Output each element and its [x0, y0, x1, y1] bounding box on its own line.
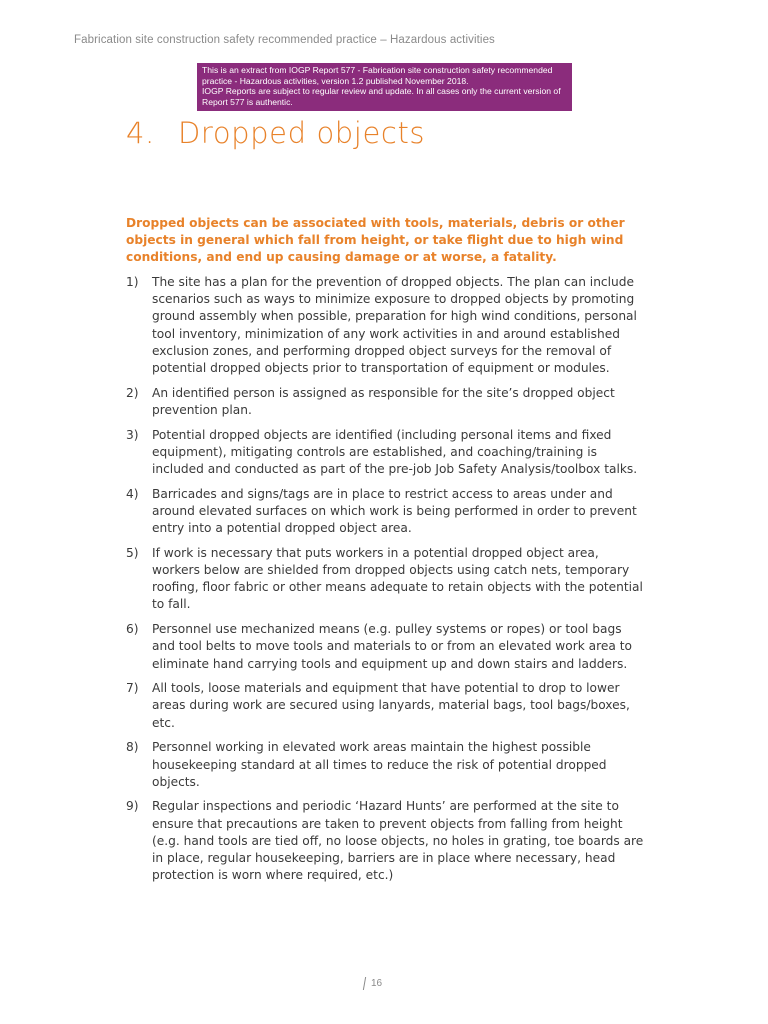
extract-notice-box — [197, 63, 572, 111]
section-number: 4. — [126, 116, 155, 150]
intro-paragraph: Dropped objects can be associated with tools, materials, debris or other objects in general which fall from height, or take flight due to high wind conditions, and end up causing damage or at worse, a fatality. — [126, 216, 625, 265]
section-title: Dropped objects — [178, 116, 426, 150]
list-item — [126, 486, 646, 538]
notice-line-1: This is an extract from IOGP Report 577 - Fabrication site construction safety recommended practice - Hazardous activities, version 1.2 published November 2018. — [202, 65, 553, 86]
item-text: An identified person is assigned as responsible for the site’s dropped object prevention plan. — [152, 385, 615, 417]
list-item — [126, 545, 646, 614]
item-text: Regular inspections and periodic ‘Hazard Hunts’ are performed at the site to ensure that precautions are taken to prevent objects from falling from height (e.g. hand tools are tied off, no loose objects, no holes in grating, toe boards are in place, regular housekeeping, barriers are in place where necessary, head protection is worn where required, etc.) — [152, 799, 644, 883]
item-number: 9) — [126, 799, 139, 814]
item-number: 1) — [126, 275, 139, 289]
item-text: Personnel use mechanized means (e.g. pulley systems or ropes) or tool bags and tool belts to move tools and materials to or from an elevated work area to eliminate hand carrying tools and equipment up and down stairs and ladders. — [152, 622, 632, 671]
item-number: 3) — [126, 427, 139, 442]
item-text: All tools, loose materials and equipment that have potential to drop to lower areas during work are secured using lanyards, material bags, tool bags/boxes, etc. — [152, 681, 630, 730]
page-number: 16 — [371, 978, 383, 990]
item-text: Potential dropped objects are identified (including personal items and fixed equipment), mitigating controls are established, and coaching/training is included and conducted as part of the pre-job Job Safety Analysis/toolbox talks. — [152, 427, 638, 477]
item-text: If work is necessary that puts workers in a potential dropped object area, workers below are shielded from dropped objects using catch nets, temporary roofing, floor fabric or other means adequate to retain objects with the potential to fall. — [152, 545, 643, 612]
list-item — [126, 680, 646, 732]
item-number: 8) — [126, 740, 139, 755]
item-text: Personnel working in elevated work areas maintain the highest possible housekeeping standard at all times to reduce the risk of potential dropped objects. — [152, 740, 607, 789]
list-item — [126, 798, 646, 884]
notice-line-2: IOGP Reports are subject to regular review and update. In all cases only the current version of Report 577 is authentic. — [202, 86, 561, 107]
list-item — [126, 274, 646, 377]
list-item — [126, 739, 646, 791]
item-number: 4) — [126, 486, 139, 501]
list-item — [126, 621, 646, 673]
item-number: 7) — [126, 681, 139, 696]
section-heading — [126, 116, 425, 150]
page-footer — [364, 977, 382, 990]
item-number: 6) — [126, 622, 139, 637]
requirements-list — [126, 274, 646, 892]
list-item — [126, 385, 646, 419]
footer-divider — [363, 977, 366, 990]
running-header: Fabrication site construction safety recommended practice – Hazardous activities — [74, 34, 495, 46]
item-number: 5) — [126, 545, 139, 560]
item-text: The site has a plan for the prevention of dropped objects. The plan can include scenarios such as ways to minimize exposure to dropped objects by promoting ground assembly when possible, preparation for high wind conditions, personal tool inventory, minimization of any work activities in and around established exclusion zones, and performing dropped object surveys for the removal of potential dropped objects prior to transportation of equipment or modules. — [152, 275, 637, 376]
list-item — [126, 427, 646, 479]
item-number: 2) — [126, 385, 139, 400]
item-text: Barricades and signs/tags are in place to restrict access to areas under and around elevated surfaces on which work is being performed in order to prevent entry into a potential dropped object area. — [152, 486, 637, 536]
